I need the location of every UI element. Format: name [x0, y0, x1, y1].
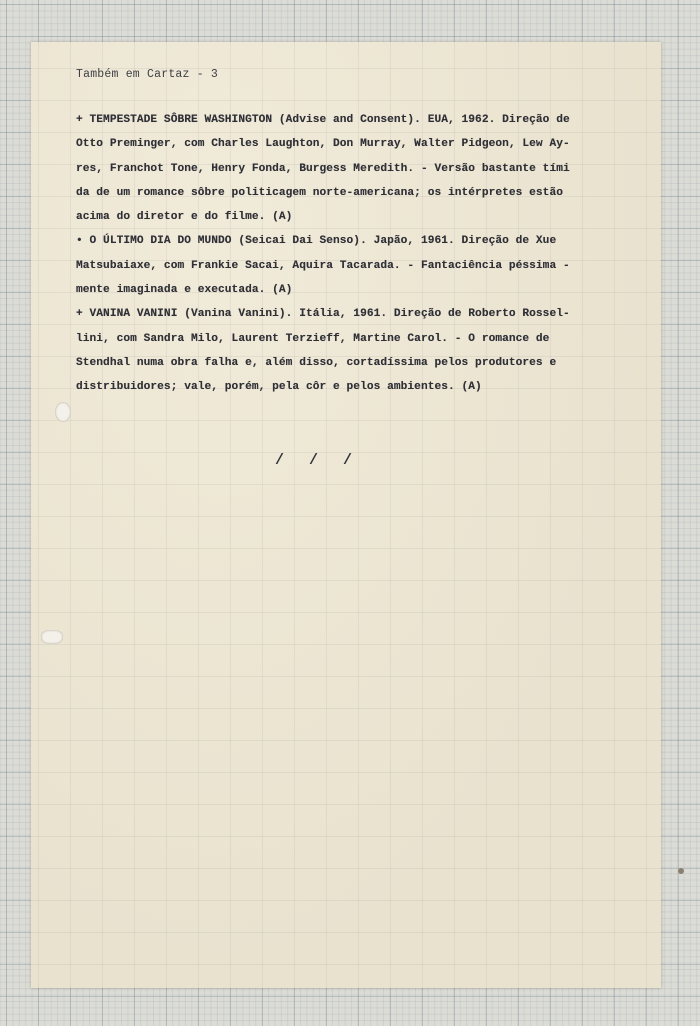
- text-line: Matsubaiaxe, com Frankie Sacai, Aquira Tacarada. - Fantaciência péssima -: [76, 259, 570, 272]
- text-line: + VANINA VANINI (Vanina Vanini). Itália, 1961. Direção de Roberto Rossel-: [76, 308, 570, 321]
- text-line: • O ÚLTIMO DIA DO MUNDO (Seicai Dai Senso). Japão, 1961. Direção de Xue: [76, 235, 557, 248]
- text-line: acima do diretor e do filme. (A): [76, 211, 293, 224]
- text-line: Otto Preminger, com Charles Laughton, Don Murray, Walter Pidgeon, Lew Ay-: [76, 138, 570, 151]
- punch-hole-mark: [41, 630, 63, 644]
- paper-speck: [678, 868, 684, 874]
- section-end-mark: / / /: [275, 452, 361, 469]
- reviews-list: [76, 108, 628, 400]
- text-line: lini, com Sandra Milo, Laurent Terzieff, Martine Carol. - O romance de: [76, 332, 550, 345]
- typewritten-page: [31, 42, 661, 988]
- text-line: da de um romance sôbre politicagem norte-americana; os intérpretes estão: [76, 186, 563, 199]
- text-line: res, Franchot Tone, Henry Fonda, Burgess Meredith. - Versão bastante tími: [76, 162, 570, 175]
- text-line: distribuidores; vale, porém, pela côr e pelos ambientes. (A): [76, 381, 482, 394]
- text-line: Stendhal numa obra falha e, além disso, cortadíssima pelos produtores e: [76, 356, 557, 369]
- text-line: mente imaginada e executada. (A): [76, 284, 293, 297]
- punch-hole-mark: [55, 402, 71, 422]
- page-header: Também em Cartaz - 3: [76, 68, 219, 81]
- review-tempestade-sobre-washington: [76, 108, 628, 229]
- review-vanina-vanini: [76, 302, 628, 399]
- text-line: + TEMPESTADE SÔBRE WASHINGTON (Advise and Consent). EUA, 1962. Direção de: [76, 114, 570, 126]
- review-o-ultimo-dia-do-mundo: [76, 229, 628, 302]
